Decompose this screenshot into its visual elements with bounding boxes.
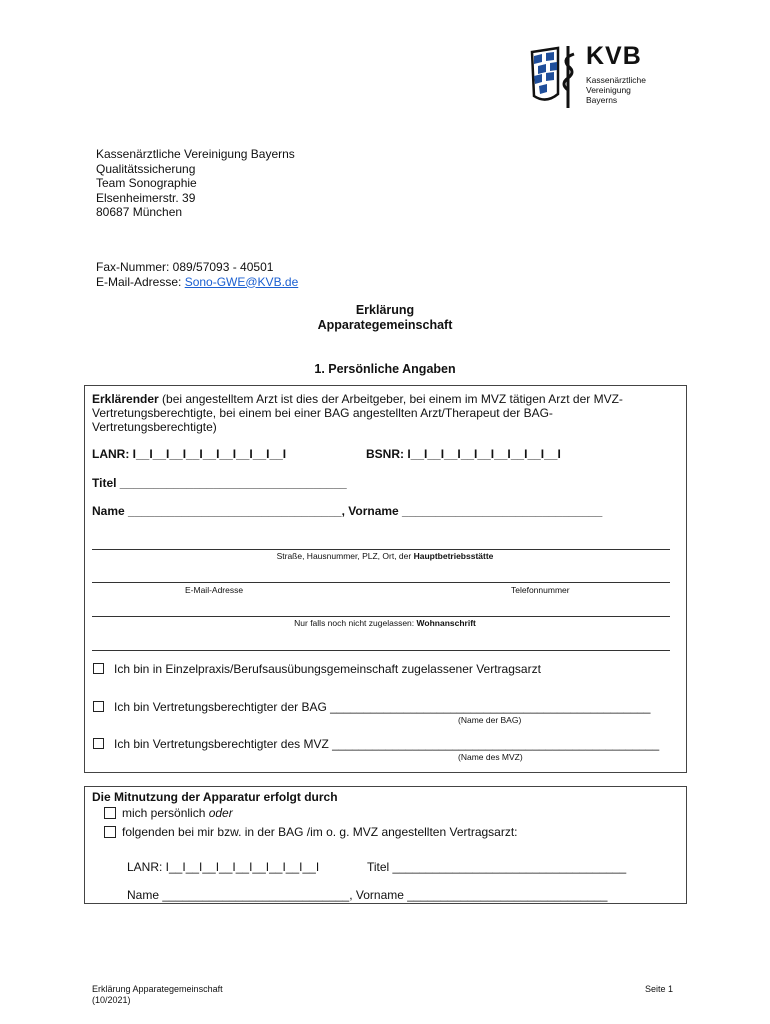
titel-field[interactable]: Titel __________________________________ [92, 476, 347, 490]
residence-caption: Nur falls noch nicht zugelassen: Wohnanschrift [294, 618, 476, 628]
option-bag[interactable]: Ich bin Vertretungsberechtigter der BAG ________________________________________________ [93, 700, 650, 714]
usage-heading: Die Mitnutzung der Apparatur erfolgt durch [92, 790, 338, 804]
option-mvz[interactable]: Ich bin Vertretungsberechtigter des MVZ _________________________________________________ [93, 737, 659, 751]
logo-abbr: KVB [586, 42, 642, 70]
checkbox[interactable] [93, 738, 104, 749]
name-field[interactable]: Name ________________________________, Vorname ______________________________ [92, 504, 603, 518]
lanr-field[interactable]: LANR: I__I__I__I__I__I__I__I__I__I [92, 447, 287, 461]
checkbox[interactable] [104, 807, 116, 819]
footer-left: Erklärung Apparategemeinschaft (10/2021) [92, 984, 223, 1005]
fax-number: Fax-Nummer: 089/57093 - 40501 [96, 260, 274, 274]
bag-name-caption: (Name der BAG) [458, 715, 522, 725]
usage-option-employee[interactable]: folgenden bei mir bzw. in der BAG /im o. g. MVZ angestellten Vertragsarzt: [104, 825, 518, 839]
email-link[interactable]: Sono-GWE@KVB.de [184, 274, 299, 289]
usage-lanr-field[interactable]: LANR: I__I__I__I__I__I__I__I__I__I [127, 860, 320, 874]
contact-info [96, 260, 298, 289]
phone-caption: Telefonnummer [511, 585, 570, 595]
declarant-description: Erklärender (bei angestelltem Arzt ist dies der Arbeitgeber, bei einem im MVZ tätigen Arzt der MVZ- Vertretungsberechtigte, bei einem bei einer BAG angestellten Arzt/Therapeut der BAG- Vertretungsberechtigte) [92, 392, 623, 434]
checkbox[interactable] [104, 826, 116, 838]
email-caption: E-Mail-Adresse [185, 585, 244, 595]
page-number: Seite 1 [645, 984, 674, 994]
checkbox[interactable] [93, 701, 104, 712]
usage-name-field[interactable]: Name ____________________________, Vorname ______________________________ [127, 888, 608, 902]
mvz-name-caption: (Name des MVZ) [458, 752, 523, 762]
recipient-address: Kassenärztliche Vereinigung Bayerns Qualitätssicherung Team Sonographie Elsenheimerstr. 39 80687 München [96, 147, 295, 219]
residence-line[interactable] [92, 616, 670, 617]
address-line[interactable] [92, 549, 670, 550]
address-caption: Straße, Hausnummer, PLZ, Ort, der Hauptbetriebsstätte [276, 551, 494, 561]
personal-data-box [84, 385, 687, 773]
email-line: E-Mail-Adresse: Sono-GWE@KVB.de [96, 274, 299, 289]
checkbox[interactable] [93, 663, 104, 674]
bavarian-shield-icon [528, 42, 584, 112]
email-phone-line[interactable] [92, 582, 670, 583]
option-einzelpraxis[interactable]: Ich bin in Einzelpraxis/Berufsausübungsgemeinschaft zugelassener Vertragsarzt [93, 662, 541, 676]
section-heading: 1. Persönliche Angaben [314, 362, 456, 376]
logo-text: Kassenärztliche Vereinigung Bayerns [586, 75, 647, 105]
extra-line[interactable] [92, 650, 670, 651]
usage-titel-field[interactable]: Titel ___________________________________ [367, 860, 627, 874]
usage-option-personal[interactable]: mich persönlich oder [104, 806, 233, 820]
bsnr-field[interactable]: BSNR: I__I__I__I__I__I__I__I__I__I [366, 447, 561, 461]
kvb-logo [528, 42, 678, 112]
document-title: Erklärung Apparategemeinschaft [317, 303, 453, 332]
